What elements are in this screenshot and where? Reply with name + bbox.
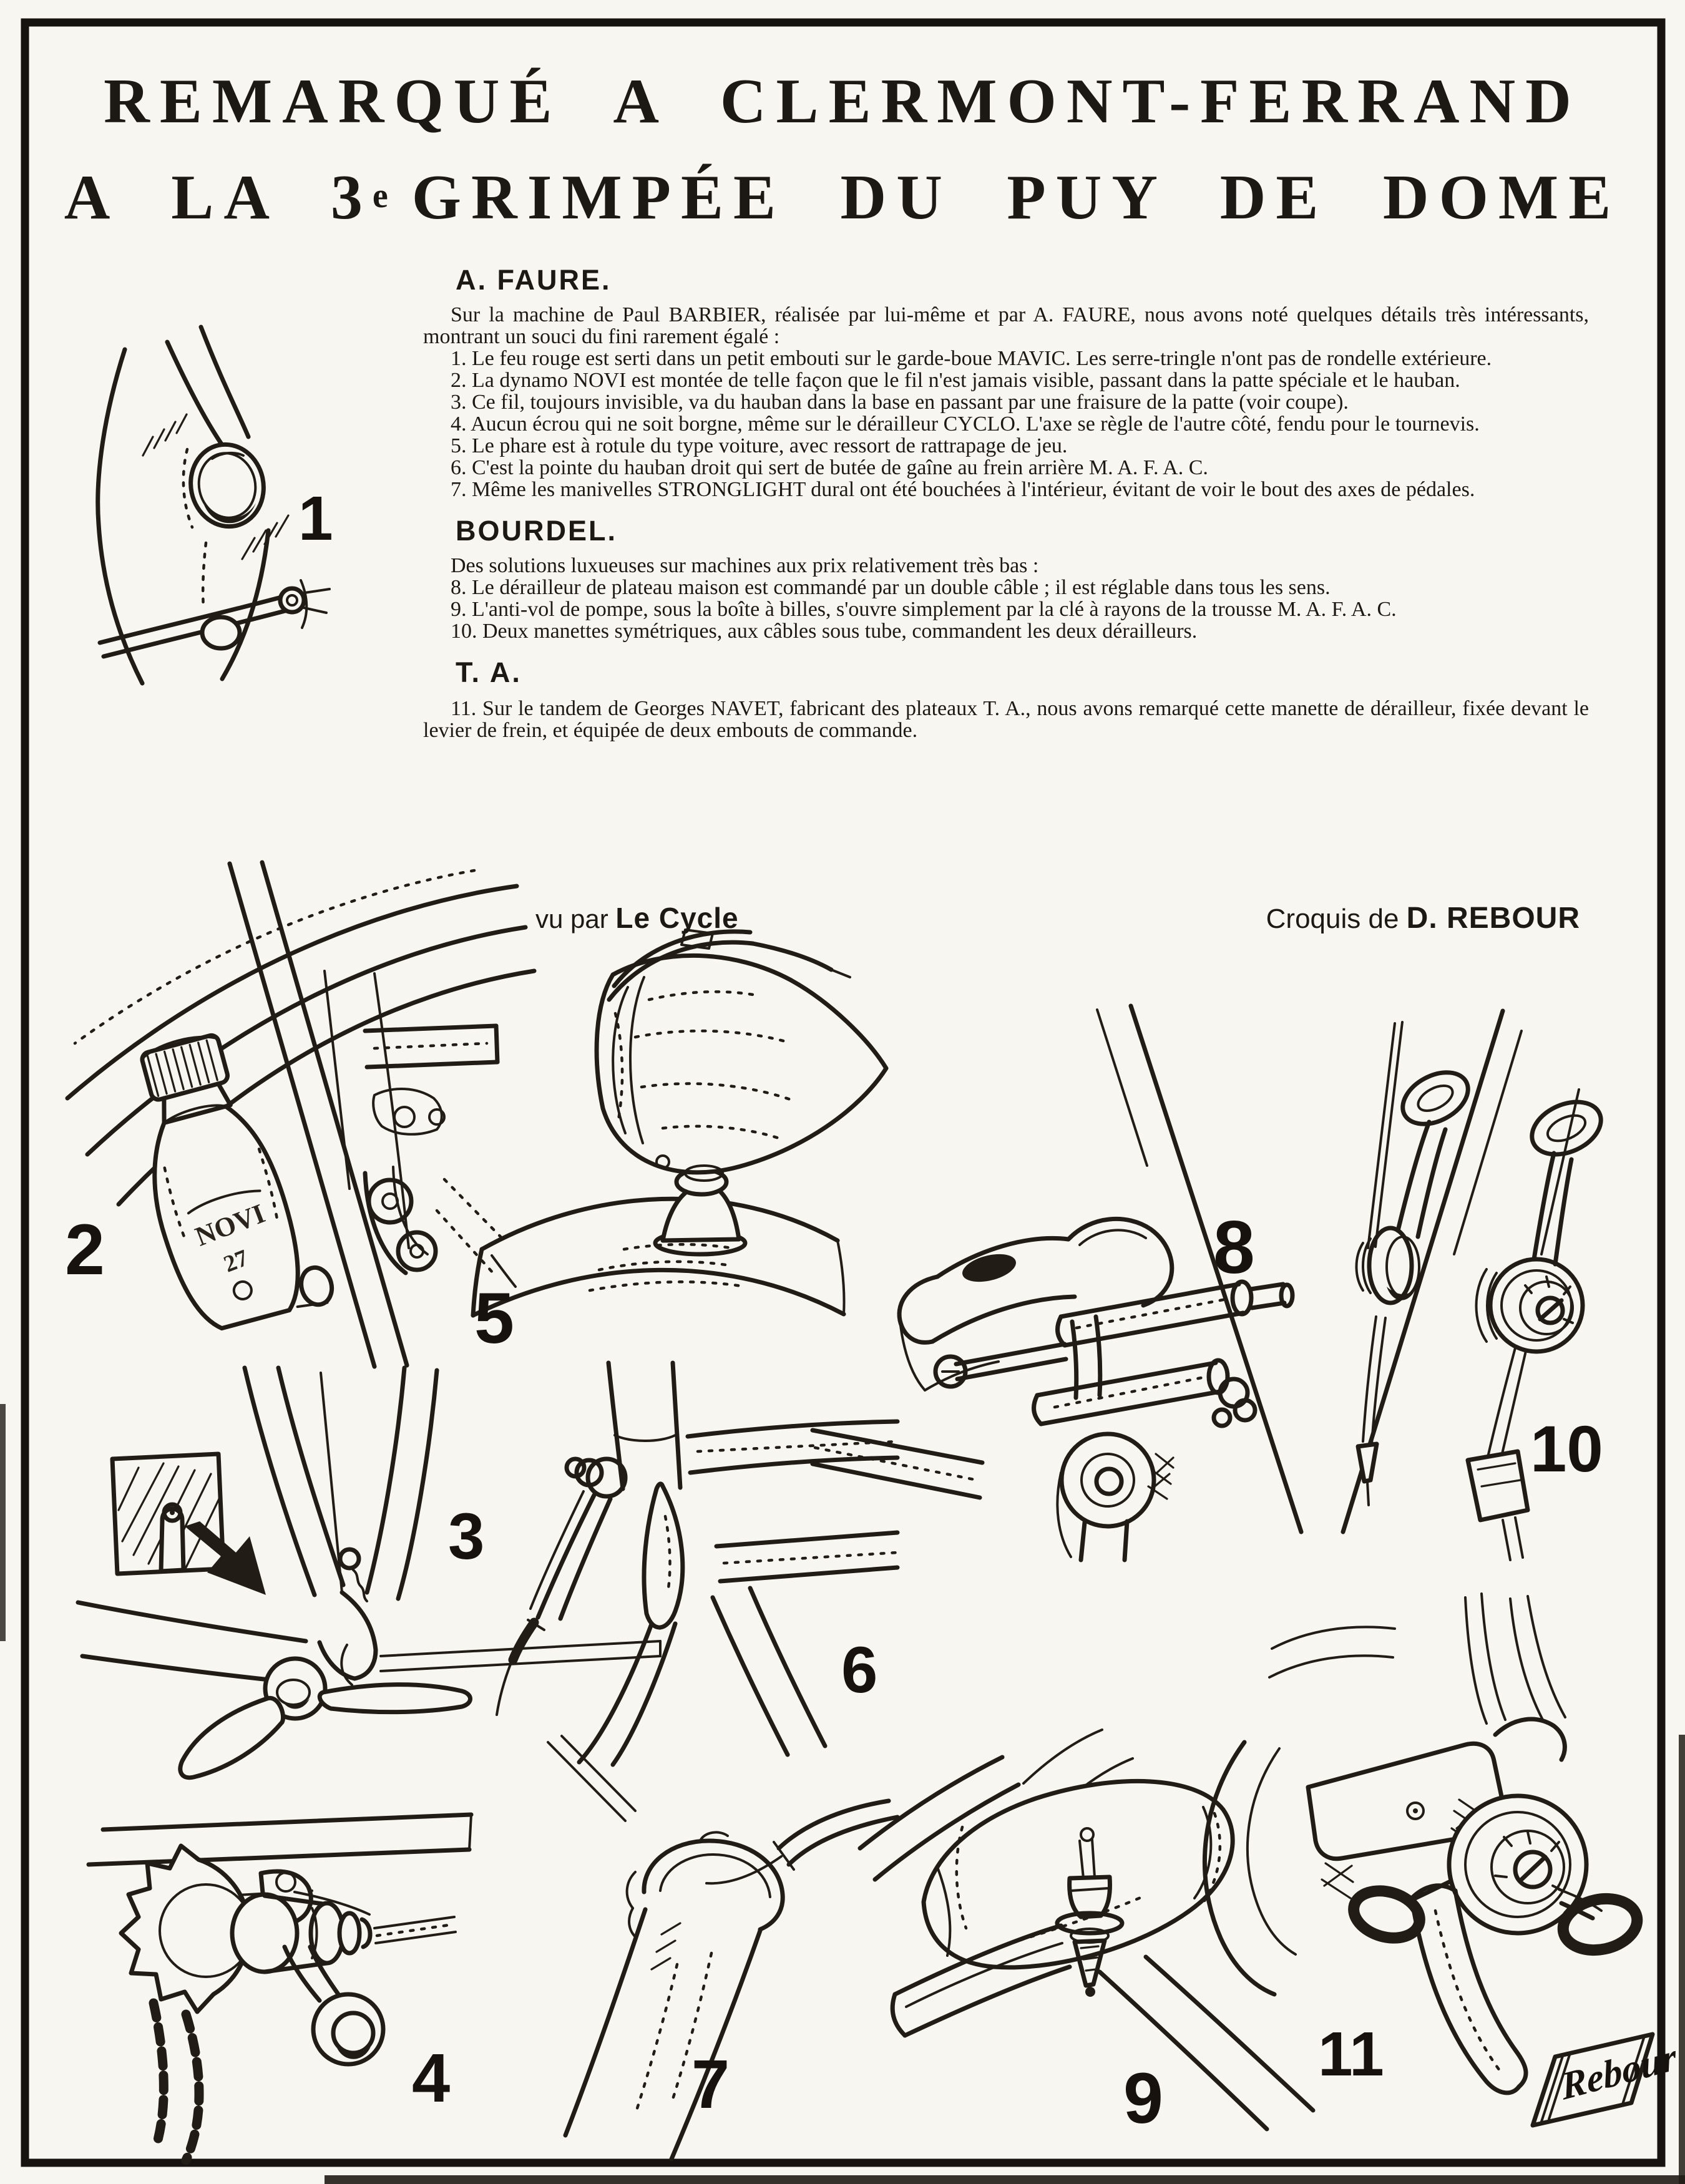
signature-text: Rebour (1559, 2035, 1679, 2108)
figure-10-number: 10 (1530, 1413, 1603, 1486)
figure-10-levers-drawing (1343, 1011, 1609, 1560)
title-line-2 (0, 162, 1685, 233)
scan-artifact-right (1679, 1735, 1685, 2184)
item-8: 8. Le dérailleur de plateau maison est commandé par un double câble ; il est réglable dans tous les sens. (451, 576, 1331, 599)
figure-9-number: 9 (1123, 2059, 1163, 2138)
figure-6-cable-stop-drawing (497, 1363, 897, 1765)
article-text-column (423, 266, 1589, 741)
item-1: 1. Le feu rouge est serti dans un petit embouti sur le garde-boue MAVIC. Les serre-tringle n'ont pas de rondelle extérieure. (451, 347, 1492, 370)
bourdel-intro: Des solutions luxueuses sur machines aux prix relativement très bas : (451, 554, 1039, 577)
item-2: 2. La dynamo NOVI est montée de telle façon que le fil n'est jamais visible, passant dans la patte spéciale et le hauban. (451, 369, 1460, 392)
scan-artifact-left (0, 1404, 6, 1641)
credit-right (1266, 901, 1580, 935)
artist-signature (1533, 2034, 1679, 2125)
figure-6-number: 6 (841, 1634, 878, 1707)
credit-left-prefix: vu par (535, 904, 608, 934)
figure-5-number: 5 (474, 1279, 514, 1358)
title-line-2-superscript: e (372, 177, 389, 215)
figure-7-stay-tip-drawing (548, 1736, 897, 2159)
credit-left-name: Le Cycle (615, 902, 739, 934)
credit-right-name: D. REBOUR (1406, 902, 1580, 935)
page-title (0, 66, 1685, 233)
item-11: 11. Sur le tandem de Georges NAVET, fabricant des plateaux T. A., nous avons remarqué cette manette de dérailleur, fixée devant le levier de frein, et équipée de deux embouts de commande. (423, 697, 1589, 742)
dynamo-model-label: 27 (220, 1244, 252, 1278)
item-7: 7. Même les manivelles STRONGLIGHT dural ont été bouchées à l'intérieur, évitant de voir le bout des axes de pédales. (451, 478, 1475, 501)
figure-5-headlamp-drawing (473, 930, 886, 1358)
figure-4-hub-drawing (89, 1815, 471, 2160)
dynamo-bottle (117, 1018, 336, 1338)
figure-2-dynamo-drawing (65, 862, 534, 1367)
figure-11-number: 11 (1318, 2019, 1384, 2089)
figure-11-lever-shifter-drawing (1204, 1594, 1642, 2093)
scan-artifact-bottom (325, 2175, 1685, 2184)
figure-3-number: 3 (448, 1500, 485, 1573)
title-line-2-post: GRIMPÉE DU PUY DE DOME (411, 162, 1621, 233)
faure-intro: Sur la machine de Paul BARBIER, réalisée par lui-même et par A. FAURE, nous avons noté quelques détails très intéressants, montrant un souci du fini rarement égalé : (423, 303, 1589, 348)
section-heading-faure: A. FAURE. (456, 264, 612, 296)
figure-1-number: 1 (298, 484, 333, 553)
section-heading-ta: T. A. (456, 656, 522, 688)
item-9: 9. L'anti-vol de pompe, sous la boîte à billes, s'ouvre simplement par la clé à rayons de la trousse M. A. F. A. C. (451, 598, 1397, 621)
figure-8-number: 8 (1213, 1206, 1255, 1289)
figure-3-dropout-drawing (78, 1368, 660, 1778)
section-heading-bourdel: BOURDEL. (456, 515, 617, 547)
title-line-1: REMARQUÉ A CLERMONT-FERRAND (104, 66, 1581, 137)
credit-right-prefix: Croquis de (1266, 904, 1399, 934)
item-5: 5. Le phare est à rotule du type voiture, avec ressort de rattrapage de jeu. (451, 434, 1068, 457)
title-line-2-pre: A LA 3 (64, 162, 373, 233)
item-4: 4. Aucun écrou qui ne soit borgne, même sur le dérailleur CYCLO. L'axe se règle de l'autre côté, fendu pour le tournevis. (451, 412, 1480, 436)
figure-1-tail-light-drawing (98, 327, 333, 683)
item-6: 6. C'est la pointe du hauban droit qui sert de butée de gaîne au frein arrière M. A. F. A. C. (451, 456, 1208, 479)
dynamo-brand-label: NOVI (191, 1197, 270, 1252)
item-10: 10. Deux manettes symétriques, aux câbles sous tube, commandent les deux dérailleurs. (451, 620, 1198, 643)
figure-2-number: 2 (65, 1210, 105, 1290)
figure-7-number: 7 (691, 2046, 730, 2123)
item-3: 3. Ce fil, toujours invisible, va du hauban dans la base en passant par une fraisure de la patte (voir coupe). (451, 391, 1349, 414)
credit-left (535, 901, 739, 935)
figure-4-number: 4 (412, 2040, 451, 2117)
